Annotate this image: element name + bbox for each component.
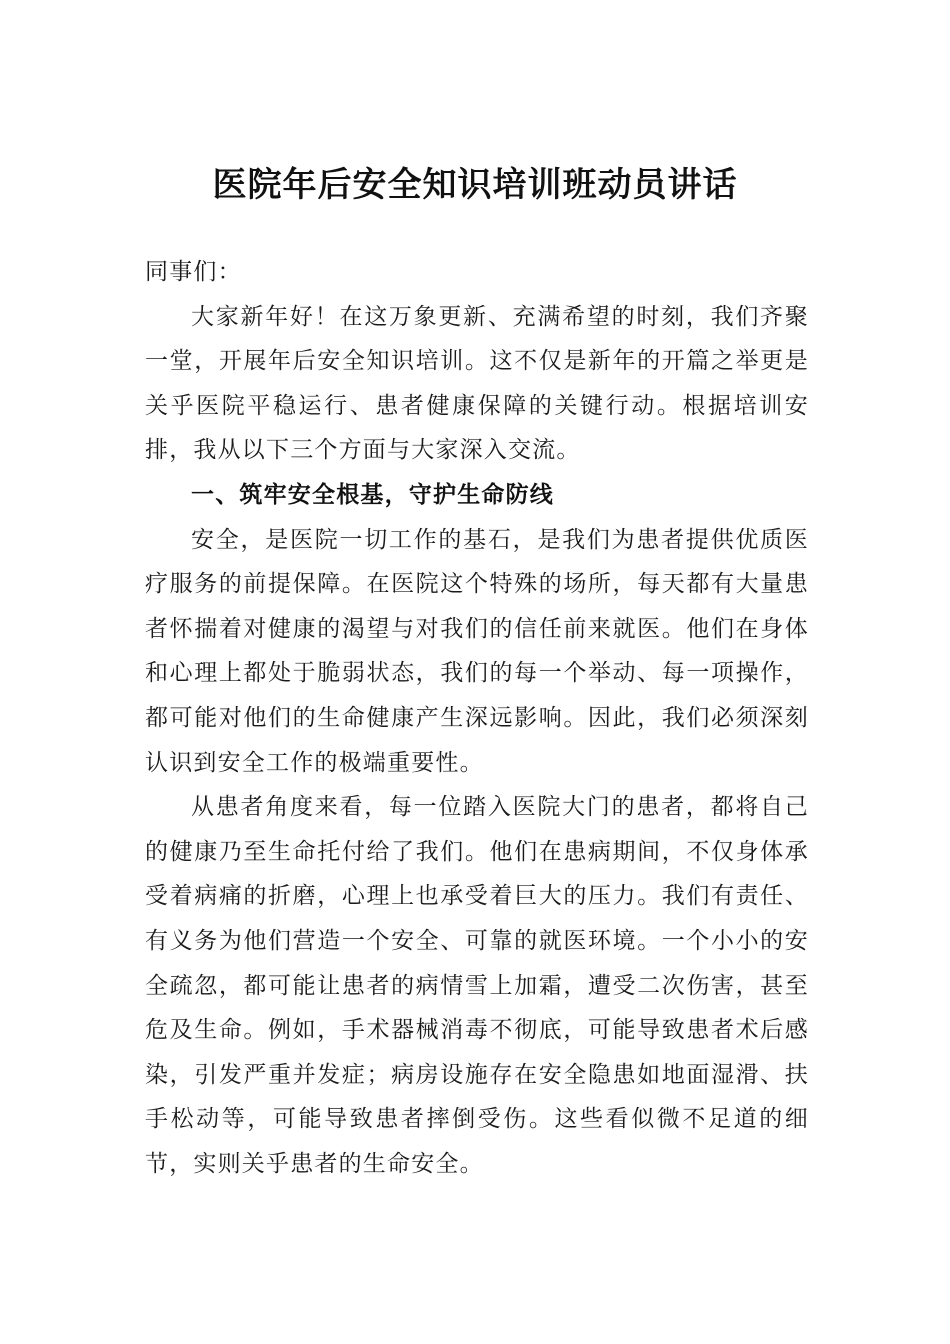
salutation: 同事们：	[145, 259, 242, 285]
document-body	[145, 250, 809, 1186]
paragraph-section1-2: 从患者角度来看，每一位踏入医院大门的患者，都将自己的健康乃至生命托付给了我们。他们在患病期间，不仅身体承受着病痛的折磨，心理上也承受着巨大的压力。我们有责任、有义务为他们营造一个安全、可靠的就医环境。一个小小的安全疏忽，都可能让患者的病情雪上加霜，遭受二次伤害，甚至危及生命。例如，手术器械消毒不彻底，可能导致患者术后感染，引发严重并发症；病房设施存在安全隐患如地面湿滑、扶手松动等，可能导致患者摔倒受伤。这些看似微不足道的细节，实则关乎患者的生命安全。	[145, 794, 809, 1177]
document-title: 医院年后安全知识培训班动员讲话	[212, 165, 738, 205]
section-heading-1: 一、筑牢安全根基，守护生命防线	[191, 481, 554, 508]
paragraph-intro: 大家新年好！在这万象更新、充满希望的时刻，我们齐聚一堂，开展年后安全知识培训。这不仅是新年的开篇之举更是关乎医院平稳运行、患者健康保障的关键行动。根据培训安排，我从以下三个方面与大家深入交流。	[145, 303, 809, 464]
paragraph-section1-1: 安全，是医院一切工作的基石，是我们为患者提供优质医疗服务的前提保障。在医院这个特殊的场所，每天都有大量患者怀揣着对健康的渴望与对我们的信任前来就医。他们在身体和心理上都处于脆弱状态，我们的每一个举动、每一项操作，都可能对他们的生命健康产生深远影响。因此，我们必须深刻认识到安全工作的极端重要性。	[145, 526, 809, 776]
